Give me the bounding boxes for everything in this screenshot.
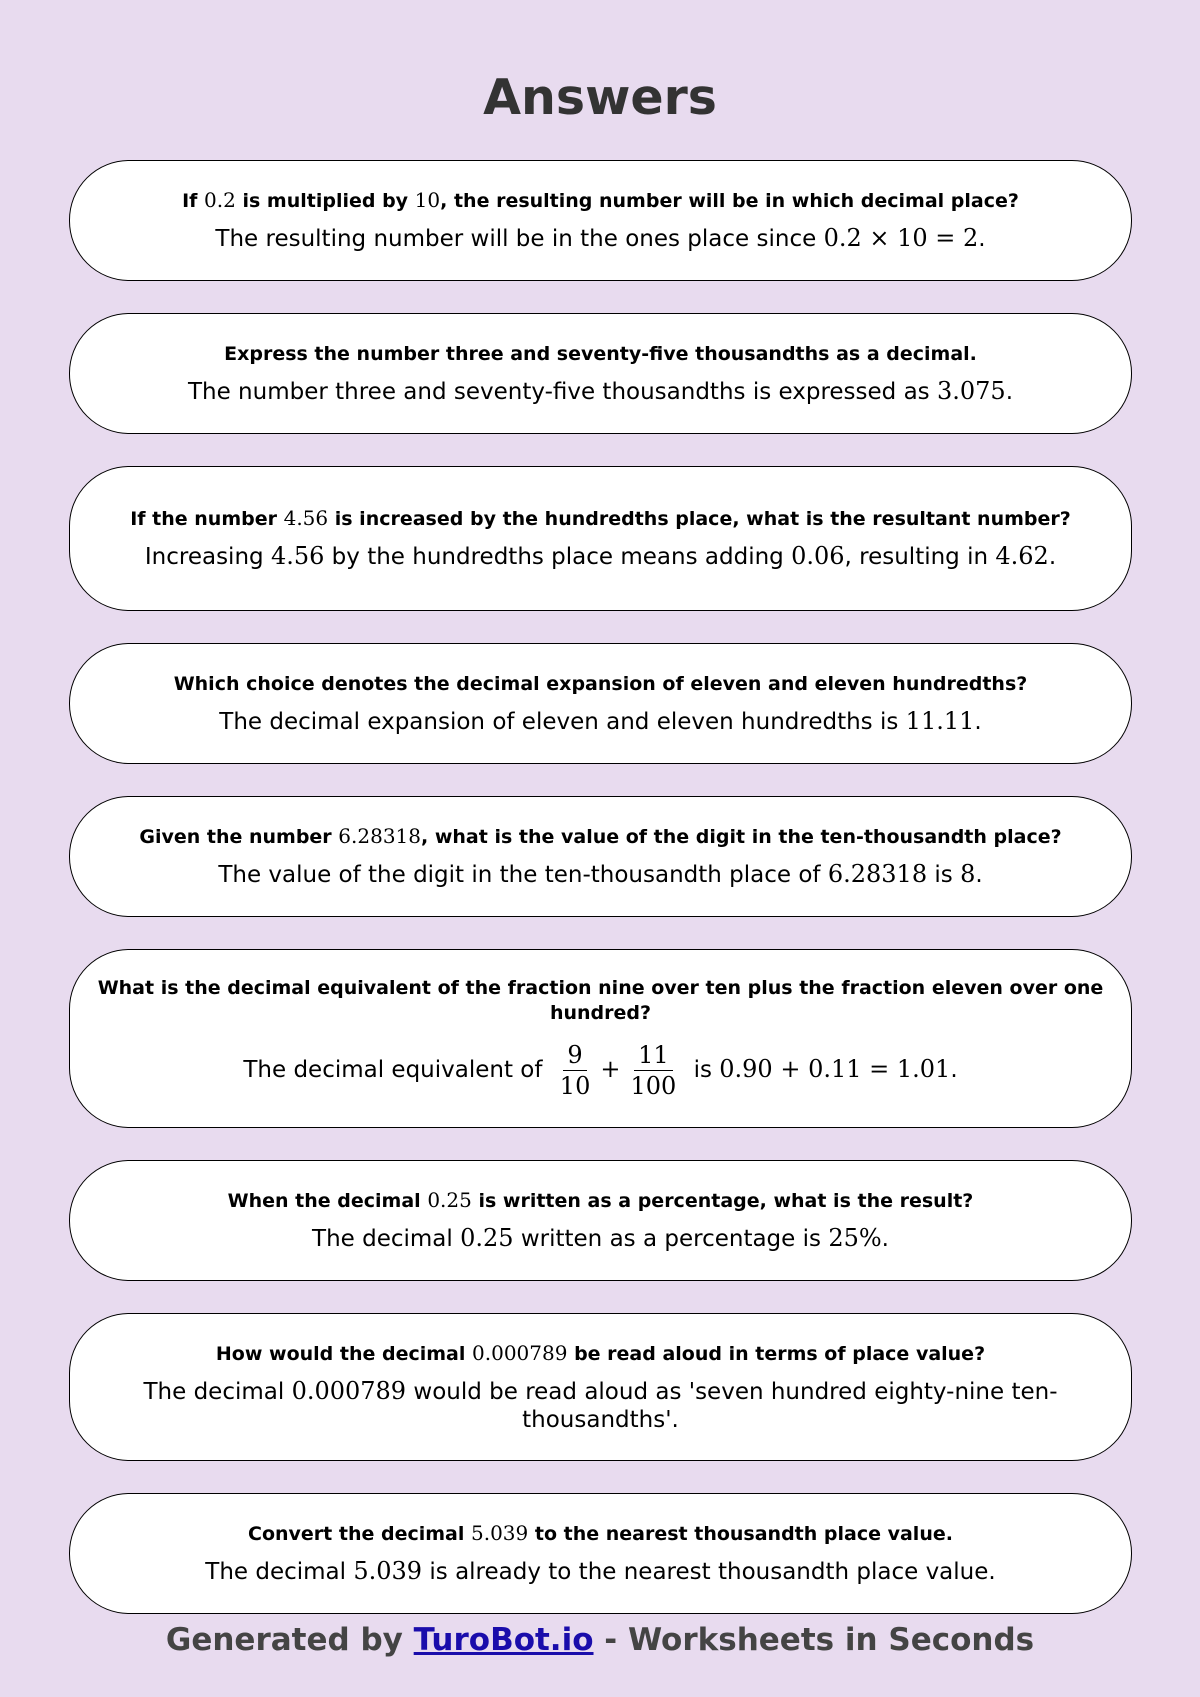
question-text: Given the number 6.28318, what is the value of the digit in the ten-thousandth place? xyxy=(139,824,1062,848)
answer-text: The decimal 0.000789 would be read aloud as 'seven hundred eighty-nine ten-thousandths'. xyxy=(143,1376,1058,1433)
question-text: What is the decimal equivalent of the fraction nine over ten plus the fraction eleven over one hundred? xyxy=(97,977,1104,1024)
answer-text: The decimal 5.039 is already to the nearest thousandth place value. xyxy=(205,1557,996,1585)
fraction: $\frac{11}{100}$ xyxy=(630,1041,677,1100)
answer-text: Increasing 4.56 by the hundredths place means adding 0.06, resulting in 4.62. xyxy=(144,542,1057,570)
footer xyxy=(0,1620,1200,1660)
answer-card xyxy=(69,1493,1132,1614)
answer-card xyxy=(69,313,1132,434)
question-text: If 0.2 is multiplied by 10, the resulting number will be in which decimal place? xyxy=(182,188,1019,212)
footer-prefix: Generated by xyxy=(165,1622,414,1658)
answer-card xyxy=(69,1160,1132,1281)
turobot-link[interactable]: TuroBot.io xyxy=(413,1622,594,1658)
answer-text: The value of the digit in the ten-thousandth place of 6.28318 is 8. xyxy=(218,860,983,888)
answer-list xyxy=(69,160,1132,1646)
question-text: Express the number three and seventy-five thousandths as a decimal. xyxy=(224,342,977,365)
question-text: If the number 4.56 is increased by the hundredths place, what is the resultant number? xyxy=(130,506,1071,530)
question-text: When the decimal 0.25 is written as a percentage, what is the result? xyxy=(227,1188,974,1212)
answer-text: The decimal expansion of eleven and eleven hundredths is 11.11. xyxy=(219,706,982,735)
question-text: Convert the decimal 5.039 to the nearest thousandth place value. xyxy=(248,1521,953,1545)
answer-card xyxy=(69,949,1132,1128)
answer-card xyxy=(69,1313,1132,1461)
answer-text: The resulting number will be in the ones place since 0.2 × 10 = 2. xyxy=(215,224,986,252)
page-title: Answers xyxy=(483,69,717,126)
answer-card xyxy=(69,160,1132,281)
question-text: Which choice denotes the decimal expansion of eleven and eleven hundredths? xyxy=(173,672,1028,695)
question-text: How would the decimal 0.000789 be read aloud in terms of place value? xyxy=(215,1340,986,1365)
answer-text: The decimal 0.25 written as a percentage is 25%. xyxy=(312,1224,889,1252)
answer-text: The decimal equivalent of $\frac{9}{10}$ + $\frac{11}{100}$ is 0.90 + 0.11 = 1.01. xyxy=(243,1041,958,1100)
footer-suffix: - Worksheets in Seconds xyxy=(593,1622,1035,1658)
answer-card xyxy=(69,466,1132,611)
answer-text: The number three and seventy-five thousandths is expressed as 3.075. xyxy=(187,376,1014,405)
answer-card xyxy=(69,643,1132,764)
fraction: $\frac{9}{10}$ xyxy=(559,1041,591,1100)
answer-card xyxy=(69,796,1132,917)
